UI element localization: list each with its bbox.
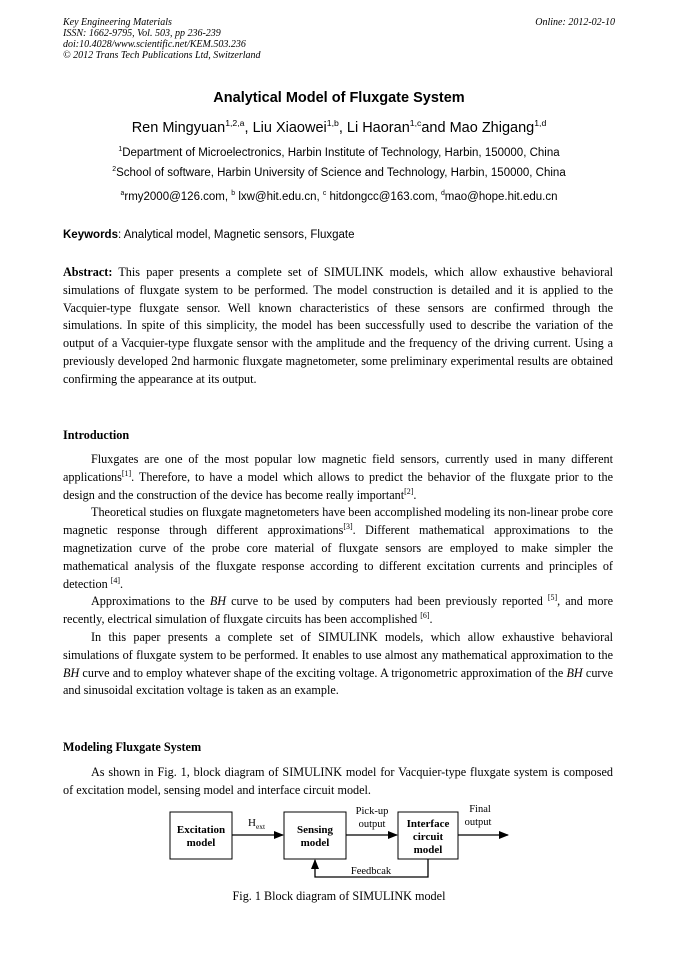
intro-paragraph-4 [63,629,613,700]
block-diagram [168,802,518,880]
author-superscript: 1,b [326,118,339,129]
excitation-label-1: Excitation [176,824,226,836]
feedback-label: Feedbcak [350,866,392,877]
sensing-label-2: model [300,837,330,849]
modeling-paragraph-1: As shown in Fig. 1, block diagram of SIMULINK model for Vacquier-type fluxgate system is composed of excitation model, sensing model and interface circuit model. [63,765,613,797]
copyright-line: © 2012 Trans Tech Publications Ltd, Switzerland [63,50,261,61]
bh-italic: BH [209,594,227,609]
affiliation-1 [0,147,678,159]
author-separator: , [338,120,347,136]
author-name: Ren Mingyuan [131,120,226,136]
intro-paragraph-1 [63,451,613,504]
citation: [5] [547,593,558,603]
citation: [6] [420,611,430,621]
paragraph-text: . [119,576,124,591]
pickup-label-1: Pick-up [355,806,389,817]
pickup-label-2: output [358,819,386,830]
abstract-text: This paper presents a complete set of SIMULINK models, which allow exhaustive behavioral simulations of fluxgate system to be performed. The model construction is detailed and it is applied to the Vacquier-type fluxgate sensor. Well known characteristics of these sensors are confirmed through the simulations. In spite of this simplicity, the model has been successfully used to describe the variation of the output of a Vacquier-type fluxgate sensor with the amplitude and the frequency of the driving current. Using a previously developed 2nd harmonic fluxgate magnetometer, some preliminary experimental results are obtained confirming the appearance at its output. [63,265,613,386]
paper-title: Analytical Model of Fluxgate System [213,90,465,106]
intro-paragraph-3 [63,593,613,629]
sensing-label-1: Sensing [296,824,334,836]
paragraph-text: In this paper presents a complete set of SIMULINK models, which allow exhaustive behavioral simulations of fluxgate system to be performed. It enables to use almost any mathematical approximation to the [63,629,613,662]
keywords-text: Analytical model, Magnetic sensors, Fluxgate [123,229,355,241]
paragraph-text: Approximations to the [91,594,210,609]
h-ext-label: $H_{ext}$ [248,817,266,831]
figure-caption: Fig. 1 Block diagram of SIMULINK model [232,889,446,903]
paragraph-text: . Therefore, to have a model which allows to predict the behavior of the fluxgate prior to the design and the construction of the device has become really important [63,469,613,502]
email-text: mao@hope.hit.edu.cn [444,191,558,203]
citation: [2] [404,486,414,496]
citation: [3] [343,522,353,532]
author-name: Li Haoran [346,120,410,136]
journal-metadata [63,17,261,61]
modeling-heading: Modeling Fluxgate System [63,740,202,754]
email-text: rmy2000@126.com, [124,191,232,203]
author-superscript: 1,d [534,118,547,129]
modeling-body [63,764,613,800]
author-name: Liu Xiaowei [252,120,327,136]
author-superscript: 1,c [409,118,422,129]
email-superscript: c [322,190,327,198]
paragraph-text: curve and sinusoidal excitation voltage is taken as an example. [63,665,613,698]
abstract-label: Abstract: [63,265,113,279]
paragraph-text: , and more recently, electrical simulation of fluxgate circuits has been accomplished [63,594,613,627]
email-superscript: d [440,190,445,198]
paragraph-text: curve to be used by computers had been previously reported [226,594,548,609]
introduction-heading: Introduction [63,428,130,442]
paragraph-text: Theoretical studies on fluxgate magnetometers have been accomplished modeling its non-linear probe core magnetic response through different approximations [63,505,613,538]
paragraph-text: Fluxgates are one of the most popular low magnetic field sensors, currently used in many different applications [63,452,613,484]
excitation-label-2: model [186,837,216,849]
keywords-separator: : [117,229,122,241]
interface-label-2: circuit [412,831,444,843]
citation: [4] [110,575,120,585]
introduction-body [63,451,613,700]
bh-italic: BH [63,665,80,680]
email-text: hitdongcc@163.com, [326,191,441,203]
author-superscript: 1,2,a [225,118,245,129]
affiliation-2 [0,167,678,179]
interface-label-1: Interface [406,818,450,830]
intro-paragraph-2 [63,504,613,593]
final-label-2: output [464,817,492,828]
doi-line: doi:10.4028/www.scientific.net/KEM.503.236 [63,39,246,50]
bh-italic: BH [566,665,583,680]
online-date: Online: 2012-02-10 [535,17,615,28]
keywords-label: Keywords [63,229,118,241]
paragraph-text: . [429,612,433,627]
affiliation-superscript: 2 [112,166,117,174]
final-label-1: Final [469,804,491,815]
affiliation-text: Department of Microelectronics, Harbin Institute of Technology, Harbin, 150000, China [122,147,560,159]
keywords-line [63,229,354,241]
paragraph-text: curve and to employ whatever shape of the exciting voltage. A trigonometric approximation of the [79,665,567,680]
author-separator: , [244,120,253,136]
email-superscript: a [120,190,125,198]
email-superscript: b [231,190,236,198]
author-list [0,120,678,136]
affiliation-text: School of software, Harbin University of Science and Technology, Harbin, 150000, China [116,167,566,179]
interface-label-3: model [413,844,443,856]
email-list [0,191,678,203]
journal-name: Key Engineering Materials [63,17,172,28]
paragraph-text: . [413,487,417,502]
abstract-section [63,264,613,389]
email-text: lxw@hit.edu.cn, [235,191,323,203]
citation: [1] [121,468,132,478]
author-name: and Mao Zhigang [421,120,535,136]
affiliation-superscript: 1 [118,146,123,154]
issn-line: ISSN: 1662-9795, Vol. 503, pp 236-239 [63,28,221,39]
paragraph-text: . Different mathematical approximations to the magnetization curve of the probe core material of fluxgate sensors are employed to make simpler the mathematical analysis of the fluxgate response according to different excitation currents and principles of detection [63,523,614,591]
